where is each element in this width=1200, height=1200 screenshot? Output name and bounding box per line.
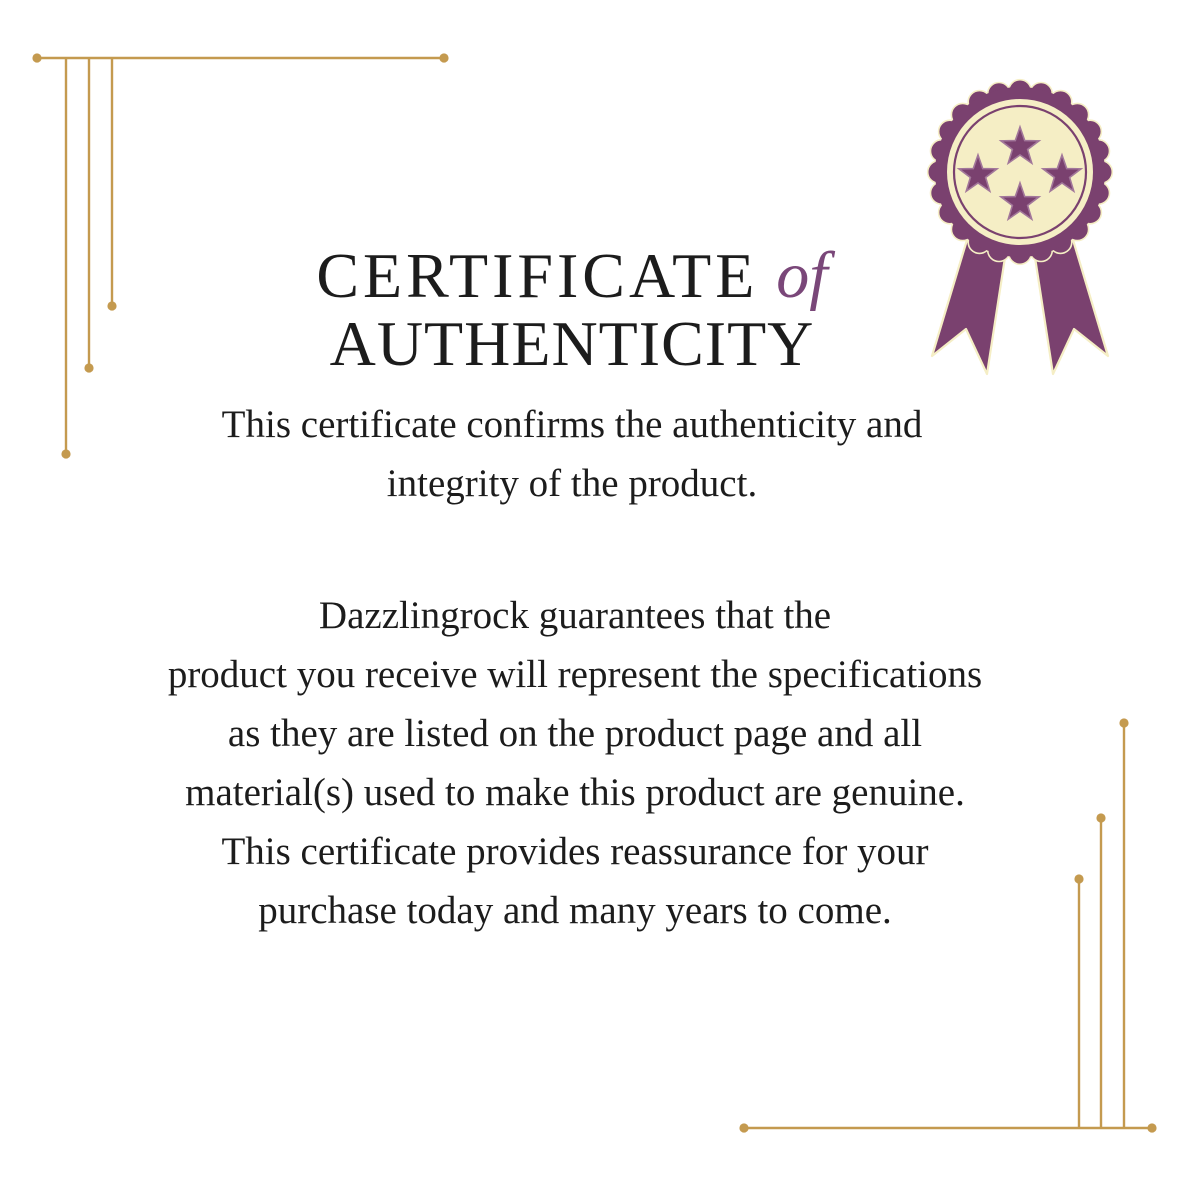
- certificate-subtitle: [0, 395, 1144, 513]
- body-line: This certificate provides reassurance for your: [221, 830, 929, 873]
- gold-dot: [1147, 1123, 1156, 1132]
- body-line: Dazzlingrock guarantees that the: [318, 594, 832, 637]
- body-line: material(s) used to make this product are genuine.: [185, 771, 965, 814]
- guarantee-paragraph: [0, 586, 1150, 940]
- body-line: as they are listed on the product page and all: [227, 712, 923, 755]
- gold-dot: [439, 53, 448, 62]
- body-line: purchase today and many years to come.: [258, 889, 892, 932]
- body-line: product you receive will represent the specifications: [167, 653, 983, 696]
- subtitle-line: integrity of the product.: [386, 462, 758, 505]
- gold-dot: [739, 1123, 748, 1132]
- title-accent-of: of: [776, 239, 828, 312]
- title-main-text: CERTIFICATE: [316, 240, 759, 311]
- title-line-1: [0, 239, 1144, 312]
- subtitle-line: This certificate confirms the authenticity and: [221, 403, 923, 446]
- certificate-title: [0, 239, 1144, 379]
- gold-dot: [32, 53, 41, 62]
- rosette-medallion: [935, 87, 1105, 257]
- title-line-2: AUTHENTICITY: [329, 308, 815, 379]
